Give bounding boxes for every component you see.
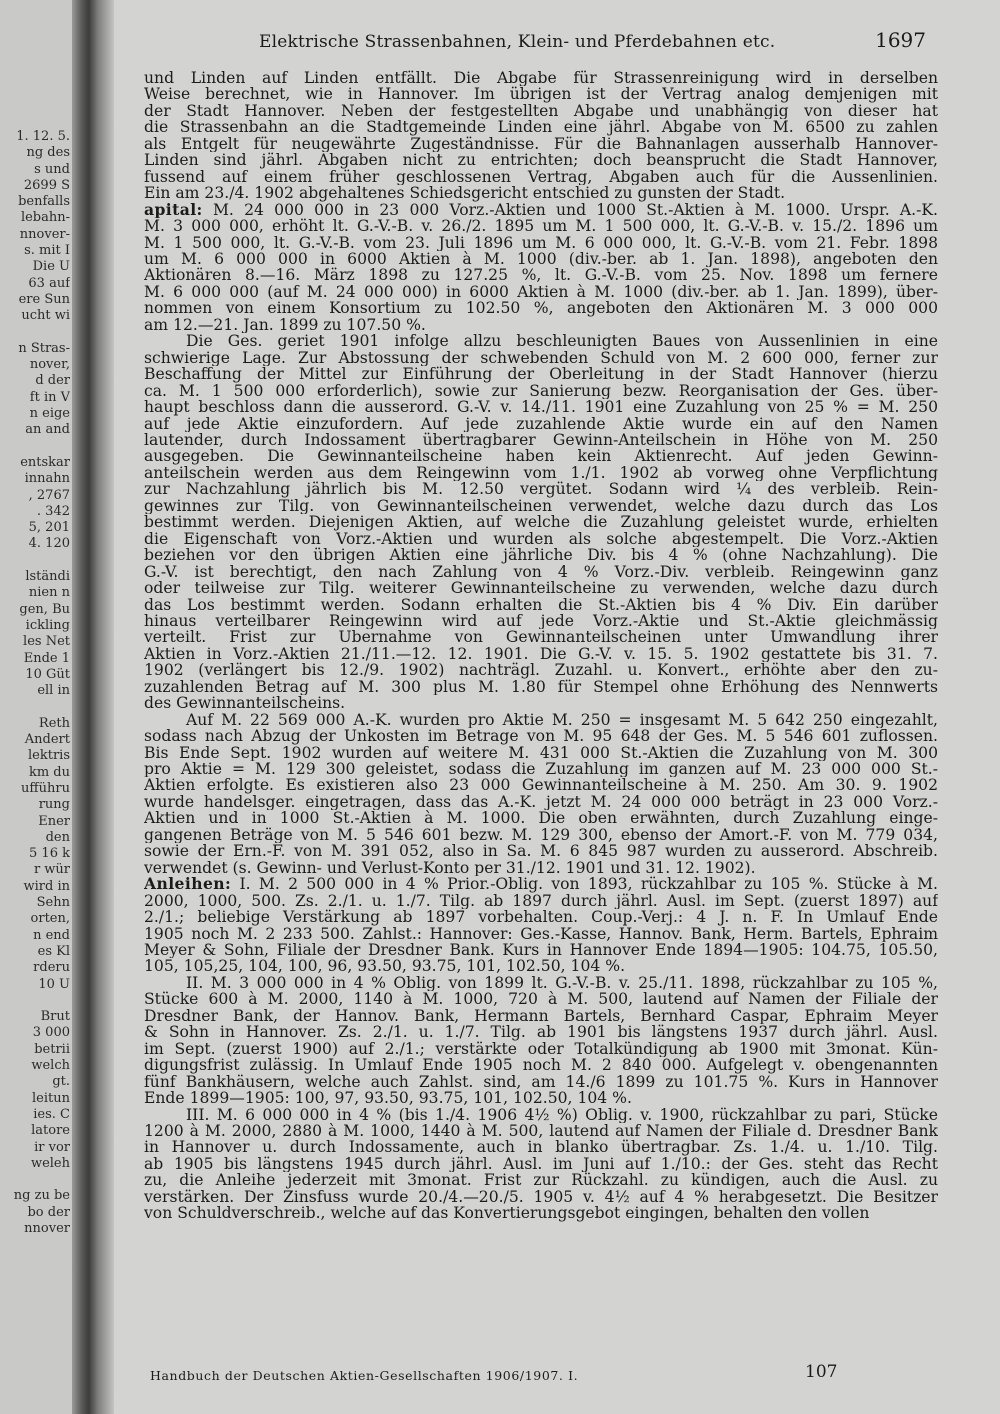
facing-page-fragment: betrii [34,1041,70,1057]
facing-page-fragment: rung [38,797,70,813]
text-line: zu, die Anleihe jederzeit mit 3monat. Frist zur Rückzahl. zu kündigen, auch die Ausl. zu [144,1172,938,1189]
paragraph [144,876,938,975]
text-line: 2./1.; beliebige Verstärkung ab 1897 vorbehalten. Coup.-Verj.: 4 J. n. F. In Umlauf Ende [144,909,938,926]
text-line: fussend auf einem früher geschlossenen Vertrag, Abgaben auch für die Aussenlinien. [144,168,938,186]
facing-page-fragment: entskar [20,454,70,470]
text-line: bestimmt werden. Diejenigen Aktien, auf welche die Zuzahlung geleistet wurde, erhielten [144,514,938,531]
text-line: verteilt. Frist zur Übernahme von Gewinnanteilscheinen unter Umwandlung ihrer [144,629,938,646]
text-line: M. 1 500 000, lt. G.-V.-B. vom 23. Juli 1896 um M. 6 000 000, lt. G.-V.-B. vom 21. Febr. 1898 [144,234,938,251]
facing-page-fragment: r wür [33,862,70,878]
text-line: ausgegeben. Die Gewinnanteilscheine haben kein Aktienrecht. Auf jeden Gewinn- [144,448,938,465]
facing-page-fragment: 1. 12. 5. [16,128,70,144]
text-line: Beschaffung der Mittel zur Einführung der Oberleitung in der Stadt Hannover (hierzu [144,366,938,383]
facing-page-fragment: . 342 [36,503,70,519]
text-line: zuzahlenden Betrag auf M. 300 plus M. 1.80 für Stempel ohne Erhöhung des Nennwerts [144,678,938,696]
facing-page-fragment: s. mit I [24,243,70,258]
facing-page-fragment: nien n [28,585,70,601]
text-line: Meyer & Sohn, Filiale der Dresdner Bank. Kurs in Hannover Ende 1894—1905: 104.75, 105.50, [144,942,938,959]
text-line: G.-V. ist berechtigt, den nach Zahlung von 4 % Vorz.-Div. verbleib. Reingewinn ganz [144,563,938,581]
text-line: Aktien und in 1000 St.-Aktien à M. 1000. Die oben erwähnten, durch Zuzahlung einge- [144,810,938,827]
page-number: 1697 [875,28,926,52]
facing-page-fragment: innahn [24,471,70,487]
text-line: oder teilweise zur Tilg. weiterer Gewinnanteilscheine zu verwenden, welche dazu durch [144,580,938,597]
text-line: die Eigenschaft von Vorz.-Aktien und wurden als solche abgestempelt. Die Vorz.-Aktien [144,530,938,548]
facing-page-fragment: gt. [52,1074,70,1090]
text-line: des Gewinnanteilscheins. [144,695,346,712]
text-line: & Sohn in Hannover. Zs. 2./1. u. 1./7. Tilg. ab 1901 bis längstens 1937 durch jährl. Ausl. [144,1024,938,1041]
text-line: 1200 à M. 2000, 2880 à M. 1000, 1440 à M. 500, lautend auf Namen der Filiale d. Dresdner Bank [144,1123,938,1140]
text-line: Aktionären 8.—16. März 1898 zu 127.25 %, lt. G.-V.-B. vom 25. Nov. 1898 um fernere [144,267,938,284]
text-line: Stücke 600 à M. 2000, 1140 à M. 1000, 720 à M. 500, lautend auf Namen der Filiale der [144,991,938,1008]
line-text: M. 24 000 000 in 23 000 Vorz.-Aktien und 1000 St.-Aktien à M. 1000. Urspr. A.-K. [202,201,938,219]
text-line: Aktien in Vorz.-Aktien 21./11.—12. 12. 1901. Die G.-V. v. 15. 5. 1902 gestattete bis 31. 7. [144,645,938,663]
text-line: sowie der Ern.-F. von M. 391 052, also in Sa. M. 6 845 987 wurden zu ausserord. Abschreib. [144,843,938,860]
facing-page-fragment: Die Ü [32,259,70,275]
facing-page-fragment: 5, 201 [28,520,70,536]
facing-page-fragment: es Kl [37,943,70,959]
text-line: 1905 noch M. 2 233 500. Zahlst.: Hannover: Ges.-Kasse, Hannov. Bank, Herm. Bartels, Ephraim [144,925,938,943]
facing-page-fragment: orten, [30,911,70,927]
facing-page-fragment: welch [31,1058,70,1073]
facing-page-fragment: Ener [38,813,70,829]
text-line: fünf Bankhäusern, welche auch Zahlst. sind, am 14./6 1899 zu 101.75 %. Kurs in Hannover [144,1073,938,1091]
facing-page-fragment: lständi [25,569,70,584]
facing-page-fragment: ies. C [33,1106,70,1122]
text-line: ca. M. 1 500 000 erforderlich), sowie zur Sanierung bezw. Reorganisation der Ges. über- [144,382,938,400]
text-line: im Sept. (zuerst 1900) auf 2./1.; verstärkte oder Totalkündigung ab 1900 mit 3monat. Kün- [144,1040,938,1058]
text-line: verstärken. Der Zinsfuss wurde 20./4.—20./5. 1905 v. 4½ auf 4 % herabgesetzt. Die Besitzer [144,1188,938,1206]
text-line: Bis Ende Sept. 1902 wurden auf weitere M. 431 000 St.-Aktien die Zuzahlung von M. 300 [144,744,938,762]
facing-page-fragment: lektris [28,748,70,764]
paragraph [144,712,938,877]
facing-page-fragment: an and [25,422,70,438]
section-label: apital: [144,201,203,219]
text-line: zur Nachzahlung jährlich bis M. 12.50 vergütet. Sodann wird ¼ des verbleib. Rein- [144,481,938,498]
text-line: schwierige Lage. Zur Abstossung der schwebenden Schuld von M. 2 600 000, ferner zur [144,349,938,367]
text-line: M. 3 000 000, erhöht lt. G.-V.-B. v. 26./2. 1895 um M. 1 500 000, lt. G.-V.-B. v. 15./2. 1896 um [144,218,938,235]
facing-page-fragment: n eige [29,406,70,421]
facing-page-fragment: km du [28,764,70,780]
text-line: lautender, durch Indossament übertragbarer Gewinn-Anteilschein in Höhe von M. 250 [144,431,938,449]
facing-page-fragment: 4. 120 [28,536,70,552]
text-line: sodass nach Abzug der Unkosten im Betrage von M. 95 648 der Ges. M. 5 546 601 zuflossen. [144,728,938,745]
facing-page-fragment: bo der [27,1204,70,1220]
text-line: um M. 6 000 000 in 6000 Aktien à M. 1000 (div.-ber. ab 1. Jan. 1898), angeboten den [144,250,938,268]
paragraph [144,333,938,711]
facing-page-fragment: leitun [32,1090,70,1106]
text-line: verwendet (s. Gewinn- und Verlust-Konto per 31./12. 1901 und 31. 12. 1902). [144,859,756,877]
facing-page-fragment: wird in [23,878,70,894]
facing-page-fragment: les Net [23,634,70,650]
text-line: wurde handelsger. eingetragen, dass das A.-K. jetzt M. 24 000 000 beträgt in 23 000 Vorz.- [144,793,938,811]
facing-page-fragment: ng des [26,145,70,161]
text-line: als Entgelt für neugewährte Zugeständnisse. Für die Bahnanlagen ausserhalb Hannover- [144,135,938,153]
facing-page-fragment: nnover- [19,226,70,242]
facing-page-fragment: gen, Bu [19,601,70,617]
text-line: Weise berechnet, wie in Hannover. Im übrigen ist der Vertrag analog demjenigen mit [144,86,938,103]
text-line: hinaus verteilbarer Reingewinn wird auf jede Vorz.-Aktie und St.-Aktie gleichmässig [144,612,938,630]
page-footer [150,1362,910,1386]
facing-page-fragment: , 2767 [28,487,70,503]
book-gutter [72,0,114,1414]
facing-page-fragment: latore [31,1123,70,1139]
facing-page-fragment: Sehn [36,895,70,910]
facing-page-fragment: s und [34,161,70,177]
facing-page-fragment: Brut [40,1009,70,1025]
text-line: Auf M. 22 569 000 A.-K. wurden pro Aktie M. 250 = insgesamt M. 5 642 250 eingezahlt, [186,711,938,729]
facing-page-fragment: rderu [33,960,70,976]
facing-page-fragment: n end [33,927,70,943]
text-line: Aktien erfolgte. Es existieren also 23 000 Gewinnanteilscheine à M. 250. Am 30. 9. 1902 [144,777,938,794]
facing-page-fragment: 10 Güt [25,666,70,682]
section-label: Anleihen: [144,876,232,893]
facing-page-fragment: ickling [25,617,70,633]
paragraph [144,70,938,202]
text-line: und Linden auf Linden entfällt. Die Abgabe für Strassenreinigung wird in derselben [144,70,938,87]
facing-page-fragment: weleh [30,1155,70,1171]
text-line [144,202,938,218]
text-line: III. M. 6 000 000 in 4 % (bis 1./4. 1906 4½ %) Oblig. v. 1900, rückzahlbar zu pari, Stücke [186,1106,938,1123]
text-line: ab 1905 bis längstens 1945 durch jährl. Ausl. im Juni auf 1./10.: der Ges. steht das Recht [144,1155,938,1173]
text-line: digungsfrist zulässig. In Umlauf Ende 1905 noch M. 2 840 000. Aufgelegt v. obengenannten [144,1057,938,1074]
text-line: die Strassenbahn an die Stadtgemeinde Linden eine jährl. Abgabe von M. 6500 zu zahlen [144,119,938,136]
text-line: M. 6 000 000 (auf M. 24 000 000) in 6000 Aktien à M. 1000 (div.-ber. ab 1. Jan. 1899), über- [144,283,938,301]
facing-page-fragment: nover, [29,357,70,373]
text-line: gangenen Beträge von M. 5 546 601 bezw. M. 129 300, ebenso der Amort.-F. von M. 779 034, [144,826,938,844]
facing-page-fragment: ir vor [34,1139,70,1155]
text-line: 105, 105,25, 104, 100, 96, 93.50, 93.75, 101, 102.50, 104 %. [144,958,626,975]
facing-page-fragment: ere Sun [18,291,70,307]
facing-page-fragment: benfalls [18,194,70,210]
text-line: Die Ges. geriet 1901 infolge allzu beschleunigten Baues von Aussenlinien in eine [186,333,938,350]
text-line: auf jede Aktie einzufordern. Auf jede zuzahlende Aktie wurde ein auf den Namen [144,415,938,432]
facing-page-fragment: Reth [38,715,70,731]
facing-page-fragment: ft in V [29,389,70,405]
page-body [144,70,938,1222]
text-line: in Hannover u. durch Indossamente, auch in blanko übertragbar. Zs. 1./4. u. 1./10. Tilg. [144,1139,938,1156]
facing-page-strip [0,0,72,1414]
text-line: anteilschein werden aus dem Reingewinn vom 1./1. 1902 ab vorweg ohne Verpflichtung [144,464,938,482]
text-line: 2000, 1000, 500. Zs. 2./1. u. 1./7. Tilg. ab 1897 durch jährl. Ausl. im Sept. (zuerst 1897) auf [144,892,938,910]
facing-page-fragment: d der [35,373,70,389]
facing-page-fragment: Ende 1 [23,650,70,666]
text-line: am 12.—21. Jan. 1899 zu 107.50 %. [144,316,426,334]
paragraph [144,1107,938,1222]
facing-page-fragment: ucht wi [21,308,70,324]
facing-page-fragment: 3 000 [32,1025,70,1041]
facing-page-fragment: Andert [24,732,70,747]
running-title: Elektrische Strassenbahnen, Klein- und Pferdebahnen etc. [259,32,776,52]
facing-page-fragment: den [45,829,70,845]
text-line: das Los bestimmt werden. Sodann erhalten die St.-Aktien bis 4 % Div. Ein darüber [144,596,938,613]
text-line: pro Aktie = M. 129 300 geleistet, sodass die Zuzahlung im ganzen auf M. 23 000 000 St.- [144,761,938,778]
document-page [114,0,1000,1414]
text-line [144,876,938,892]
text-line: Linden sind jährl. Abgaben nicht zu entrichten; doch beansprucht die Stadt Hannover, [144,152,938,169]
facing-page-fragment: 63 auf [28,275,70,291]
facing-page-fragment: 2699 S [23,177,70,193]
page-header [114,28,934,54]
text-line: Ende 1899—1905: 100, 97, 93.50, 93.75, 101, 102.50, 104 %. [144,1090,632,1107]
facing-page-fragment: n Stras- [18,340,70,356]
text-line: Dresdner Bank, der Hannov. Bank, Hermann Bartels, Bernhard Caspar, Ephraim Meyer [144,1007,938,1025]
text-line: der Stadt Hannover. Neben der festgestellten Abgabe und unabhängig von dieser hat [144,102,938,120]
facing-page-fragment: 10 U [38,976,70,992]
facing-page-fragment: nnover [24,1221,70,1236]
footer-imprint: Handbuch der Deutschen Aktien-Gesellschaften 1906/1907. I. [150,1368,579,1383]
facing-page-fragment: ng zu be [13,1188,70,1204]
paragraph [144,975,938,1107]
text-line: beziehen vor den übrigen Aktien eine jährliche Div. bis 4 % (ohne Nachzahlung). Die [144,547,938,564]
line-text: I. M. 2 500 000 in 4 % Prior.-Oblig. von 1893, rückzahlbar zu 105 %. Stücke à M. [231,876,938,893]
text-line: Ein am 23./4. 1902 abgehaltenes Schiedsgericht entschied zu gunsten der Stadt. [144,185,786,202]
facing-page-fragment: ell in [37,683,70,699]
text-line: nommen von einem Konsortium zu 102.50 %, angeboten den Aktionären M. 3 000 000 [144,300,938,317]
text-line: gewinnes zur Tilg. von Gewinnanteilscheinen verwendet, welche dazu durch das Los [144,497,938,515]
text-line: 1902 (verlängert bis 12./9. 1902) nachträgl. Zuzahl. u. Konvert., erhöhte aber den zu- [144,662,938,679]
text-line: II. M. 3 000 000 in 4 % Oblig. von 1899 lt. G.-V.-B. v. 25./11. 1898, rückzahlbar zu 105 %, [186,974,938,992]
facing-page-fragment: 5 16 k [29,846,70,862]
facing-page-fragment: lebahn- [20,210,70,226]
text-line: haupt beschloss dann die ausserord. G.-V. v. 14./11. 1901 eine Zuzahlung von 25 % = M. 250 [144,399,938,416]
sheet-number: 107 [805,1362,838,1382]
paragraph [144,202,938,334]
text-line: von Schuldverschreib., welche auf das Konvertierungsgebot eingingen, behalten den vollen [144,1205,870,1222]
facing-page-fragment: ufführu [21,780,70,796]
